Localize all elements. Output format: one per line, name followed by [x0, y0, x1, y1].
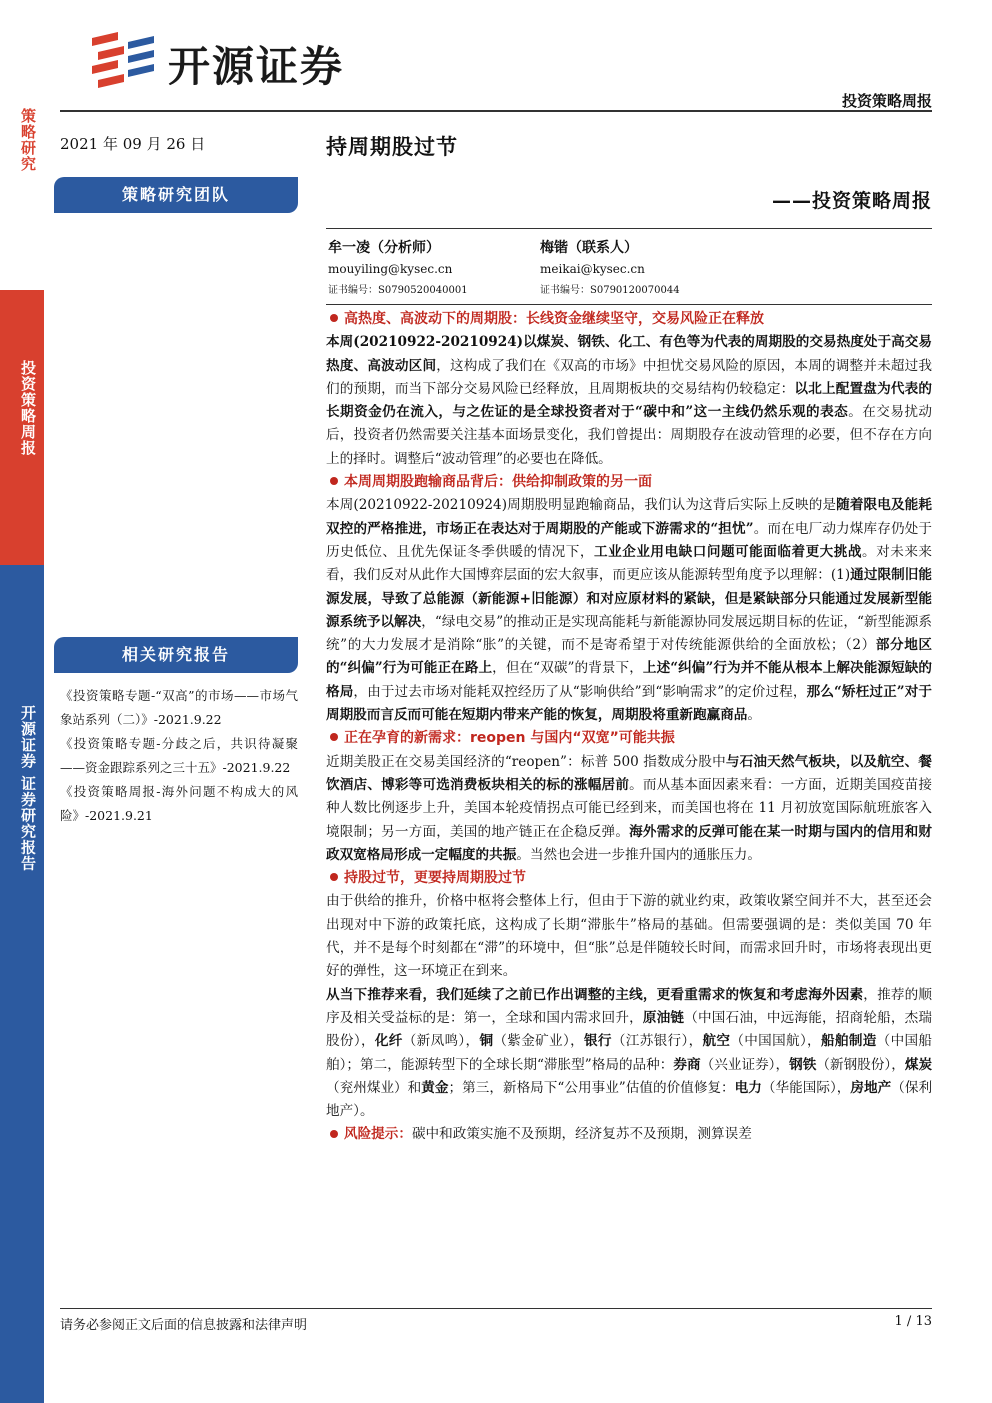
page-title: 持周期股过节: [326, 135, 458, 159]
report-body: [326, 308, 932, 1147]
bullet-dot-icon: [330, 1130, 338, 1138]
section-heading: 本周周期股跑输商品背后：供给抑制政策的另一面: [326, 471, 932, 494]
risk-note: [326, 1123, 932, 1146]
footer-disclaimer: 请务必参阅正文后面的信息披露和法律声明: [60, 1318, 308, 1333]
bullet-dot-icon: [330, 314, 338, 322]
report-type: 投资策略周报: [841, 92, 932, 110]
page-subtitle: ——投资策略周报: [771, 190, 932, 212]
author-name: 梅锴（联系人）: [540, 240, 638, 256]
related-report-item[interactable]: 《投资策略专题-“双高”的市场——市场气象站系列（二）》-2021.9.22: [60, 688, 298, 727]
section-heading: 正在孕育的新需求：reopen 与国内“双宽”可能共振: [326, 727, 932, 750]
side-label-top: 策略研究: [19, 108, 37, 172]
related-report-item[interactable]: 《投资策略专题-分歧之后，共识待凝聚——资金跟踪系列之三十五》-2021.9.22: [60, 736, 298, 775]
author-cert: 证书编号：S0790520040001: [328, 285, 468, 296]
page-number: 1 / 13: [894, 1314, 932, 1329]
report-date: 2021 年 09 月 26 日: [60, 135, 206, 153]
brand-name: 开源证券: [168, 42, 345, 91]
brand-logo-icon: [88, 32, 158, 88]
author-name: 牟一凌（分析师）: [328, 240, 440, 256]
related-reports-list: [60, 684, 298, 828]
author-card: [328, 238, 468, 301]
section-paragraph: 本周(20210922-20210924)以煤炭、钢铁、化工、有色等为代表的周期股的交易热度处于高交易热度、高波动区间，这构成了我们在《双高的市场》中担忧交易风险的原因，本周的调整并未超过我们的预期，而当下部分交易风险已经释放，且周期板块的交易结构仍较稳定：以北上配置盘为代表的长期资金仍在流入，与之佐证的是全球投资者对于“碳中和”这一主线仍然乐观的表态。在交易扰动后，投资者仍然需要关注基本面场景变化，我们曾提出：周期股存在波动管理的必要，但不存在方向上的择时。调整后“波动管理”的必要也在降低。: [326, 334, 933, 467]
bullet-dot-icon: [330, 477, 338, 485]
author-email[interactable]: meikai@kysec.cn: [540, 262, 645, 276]
side-label-middle: 投资策略周报: [19, 360, 37, 456]
related-reports-label: 相关研究报告: [54, 637, 298, 673]
author-email[interactable]: mouyiling@kysec.cn: [328, 262, 453, 276]
author-rule: [326, 304, 932, 305]
side-label-bottom: 开源证券 证券研究报告: [19, 705, 37, 872]
bullet-dot-icon: [330, 873, 338, 881]
section-paragraph: 从当下推荐来看，我们延续了之前已作出调整的主线，更看重需求的恢复和考虑海外因素，推荐的顺序及相关受益标的是：第一，全球和国内需求回升，原油链（中国石油，中远海能，招商轮船，杰瑞股份），化纤（新凤鸣），铜（紫金矿业），银行（江苏银行），航空（中国国航），船舶制造（中国船舶）；第二，能源转型下的全球长期“滞胀型”格局的品种：券商（兴业证券），钢铁（新钢股份），煤炭（兖州煤业）和黄金；第三，新格局下“公用事业”估值的价值修复：电力（华能国际），房地产（保利地产）。: [326, 986, 933, 1120]
author-card: [540, 238, 680, 301]
brand-logo: [88, 30, 388, 90]
section-paragraph: 由于供给的推升，价格中枢将会整体上行，但由于下游的就业约束，政策收紧空间并不大，甚至还会出现对中下游的政策托底，这构成了长期“滞胀牛”格局的基础。但需要强调的是：类似美国 70 年代，并不是每个时刻都在“滞”的环境中，但“胀”总是伴随较长时间，而需求回升时，市场将表现出更好的弹性，这一环境正在到来。: [326, 893, 932, 980]
bullet-dot-icon: [330, 733, 338, 741]
section-paragraph: 本周(20210922-20210924)周期股明显跑输商品，我们认为这背后实际上反映的是随着限电及能耗双控的严格推进，市场正在表达对于周期股的产能或下游需求的“担忧”。而在电厂动力煤库存仍处于历史低位、且优先保证冬季供暖的情况下，工业企业用电缺口问题可能面临着更大挑战。对未来来看，我们反对从此作大国博弈层面的宏大叙事，而更应该从能源转型角度予以理解：(1)通过限制旧能源发展，导致了总能源（新能源+旧能源）和对应原材料的紧缺，但是紧缺部分只能通过发展新型能源系统予以解决，“绿电交易”的推动正是实现高能耗与新能源协同发展远期目标的佐证，“新型能源系统”的大力发展才是消除“胀”的关键，而不是寄希望于对传统能源供给的全面放松；（2）部分地区的“纠偏”行为可能正在路上，但在“双碳”的背景下，上述“纠偏”行为并不能从根本上解决能源短缺的格局，由于过去市场对能耗双控经历了从“影响供给”到“影响需求”的定价过程，那么“矫枉过正”对于周期股而言反而可能在短期内带来产能的恢复，周期股将重新跑赢商品。: [326, 497, 933, 724]
title-rule: [326, 228, 932, 229]
related-report-item[interactable]: 《投资策略周报-海外问题不构成大的风险》-2021.9.21: [60, 784, 298, 823]
header-rule: [60, 110, 932, 112]
risk-text: 碳中和政策实施不及预期，经济复苏不及预期，测算误差: [411, 1126, 752, 1143]
team-label: 策略研究团队: [54, 177, 298, 213]
section-heading: 高热度、高波动下的周期股：长线资金继续坚守，交易风险正在释放: [326, 308, 932, 331]
risk-label: 风险提示：: [344, 1126, 412, 1143]
author-cert: 证书编号：S0790120070044: [540, 285, 680, 296]
section-heading: 持股过节，更要持周期股过节: [326, 867, 932, 890]
section-paragraph: 近期美股正在交易美国经济的“reopen”：标普 500 指数成分股中与石油天然气板块，以及航空、餐饮酒店、博彩等可选消费板块相关的标的涨幅居前。而从基本面因素来看：一方面，近期美国疫苗接种人数比例逐步上升，美国本轮疫情拐点可能已经到来，而美国也将在 11 月初放宽国际航班旅客入境限制；另一方面，美国的地产链正在企稳反弹。海外需求的反弹可能在某一时期与国内的信用和财政双宽格局形成一定幅度的共振。当然也会进一步推升国内的通胀压力。: [326, 753, 933, 863]
footer-rule: [60, 1308, 932, 1309]
side-strip-blue: [0, 565, 44, 1403]
